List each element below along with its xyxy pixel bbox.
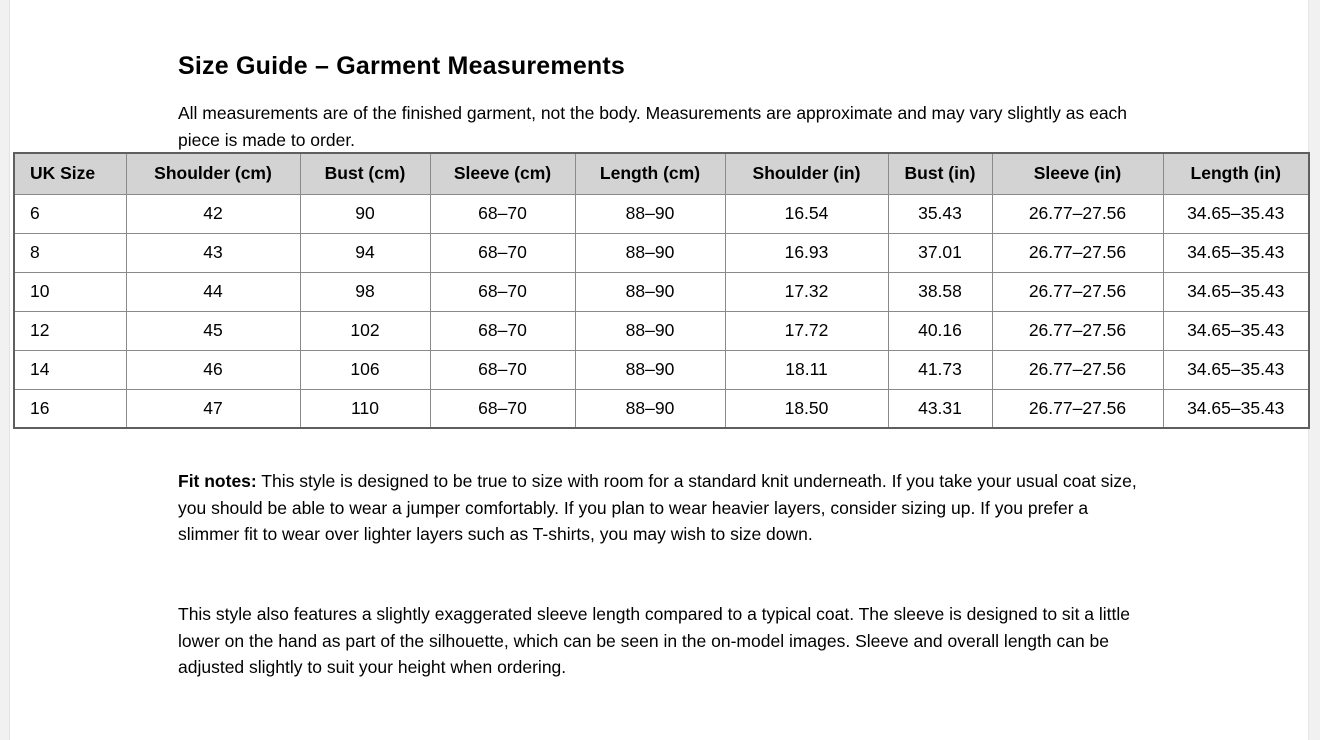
size-table-cell: 68–70: [430, 272, 575, 311]
size-table-cell: 102: [300, 311, 430, 350]
size-table-cell: 35.43: [888, 194, 992, 233]
size-table-cell: 26.77–27.56: [992, 350, 1163, 389]
size-table-cell: 34.65–35.43: [1163, 311, 1309, 350]
size-table-cell: 88–90: [575, 194, 725, 233]
size-table-cell: 34.65–35.43: [1163, 389, 1309, 428]
size-table-cell: 34.65–35.43: [1163, 233, 1309, 272]
size-table-cell: 88–90: [575, 389, 725, 428]
size-table-row: [14, 350, 1309, 389]
size-table-cell: 26.77–27.56: [992, 311, 1163, 350]
size-table-cell: 26.77–27.56: [992, 233, 1163, 272]
size-table-row: [14, 272, 1309, 311]
size-table-cell: 18.11: [725, 350, 888, 389]
fit-notes-label: Fit notes:: [178, 471, 257, 491]
size-table-header-row: [14, 153, 1309, 194]
size-table: [13, 152, 1310, 429]
size-table-header-cell: UK Size: [14, 153, 126, 194]
size-table-cell: 26.77–27.56: [992, 389, 1163, 428]
size-table-cell: 43: [126, 233, 300, 272]
size-table-cell: 14: [14, 350, 126, 389]
size-table-cell: 98: [300, 272, 430, 311]
size-table-header-cell: Bust (in): [888, 153, 992, 194]
size-table-cell: 16: [14, 389, 126, 428]
size-table-cell: 40.16: [888, 311, 992, 350]
size-table-cell: 68–70: [430, 194, 575, 233]
size-table-cell: 38.58: [888, 272, 992, 311]
size-table-cell: 88–90: [575, 272, 725, 311]
size-table-row: [14, 233, 1309, 272]
size-table-cell: 10: [14, 272, 126, 311]
size-table-cell: 34.65–35.43: [1163, 272, 1309, 311]
size-table-cell: 41.73: [888, 350, 992, 389]
size-table-cell: 8: [14, 233, 126, 272]
size-table-cell: 90: [300, 194, 430, 233]
size-table-cell: 106: [300, 350, 430, 389]
size-table-row: [14, 194, 1309, 233]
page-title: Size Guide – Garment Measurements: [178, 52, 626, 80]
size-table-cell: 68–70: [430, 389, 575, 428]
size-table-row: [14, 311, 1309, 350]
size-table-header-cell: Length (in): [1163, 153, 1309, 194]
size-table-cell: 17.72: [725, 311, 888, 350]
size-table-cell: 17.32: [725, 272, 888, 311]
fit-notes-text: This style is designed to be true to size with room for a standard knit underneath. If you take your usual coat size, you should be able to wear a jumper comfortably. If you plan to wear heavier layers, consider sizing up. If you prefer a slimmer fit to wear over lighter layers such as T-shirts, you may wish to size down.: [178, 471, 1137, 544]
size-table-cell: 43.31: [888, 389, 992, 428]
fit-notes: [178, 468, 1138, 548]
size-table-cell: 16.54: [725, 194, 888, 233]
size-table-cell: 94: [300, 233, 430, 272]
page-edge-left: [0, 0, 10, 740]
size-table-cell: 18.50: [725, 389, 888, 428]
size-table-cell: 26.77–27.56: [992, 194, 1163, 233]
size-table-cell: 34.65–35.43: [1163, 194, 1309, 233]
size-table-cell: 68–70: [430, 311, 575, 350]
size-table-cell: 47: [126, 389, 300, 428]
size-table-cell: 12: [14, 311, 126, 350]
size-table-cell: 68–70: [430, 233, 575, 272]
size-table-cell: 46: [126, 350, 300, 389]
size-table-cell: 45: [126, 311, 300, 350]
sleeve-note: This style also features a slightly exaggerated sleeve length compared to a typical coat. The sleeve is designed to sit a little lower on the hand as part of the silhouette, which can be seen in the on-model images. Sleeve and overall length can be adjusted slightly to suit your height when ordering.: [178, 604, 1131, 677]
size-table-body: [14, 194, 1309, 428]
size-table-cell: 88–90: [575, 233, 725, 272]
size-table-cell: 34.65–35.43: [1163, 350, 1309, 389]
size-table-header-cell: Shoulder (in): [725, 153, 888, 194]
size-table-header-cell: Shoulder (cm): [126, 153, 300, 194]
size-table-cell: 26.77–27.56: [992, 272, 1163, 311]
size-table-cell: 16.93: [725, 233, 888, 272]
size-table-cell: 88–90: [575, 311, 725, 350]
size-table-header-cell: Bust (cm): [300, 153, 430, 194]
size-table-cell: 42: [126, 194, 300, 233]
size-table-cell: 88–90: [575, 350, 725, 389]
size-table-header-cell: Sleeve (in): [992, 153, 1163, 194]
size-table-cell: 110: [300, 389, 430, 428]
size-table-cell: 44: [126, 272, 300, 311]
size-table-row: [14, 389, 1309, 428]
intro-text: All measurements are of the finished garment, not the body. Measurements are approximate and may vary slightly as each piece is made to order.: [178, 103, 1128, 150]
size-table-header-cell: Sleeve (cm): [430, 153, 575, 194]
size-table-header-cell: Length (cm): [575, 153, 725, 194]
size-table-cell: 6: [14, 194, 126, 233]
size-table-cell: 37.01: [888, 233, 992, 272]
size-table-head: [14, 153, 1309, 194]
size-table-cell: 68–70: [430, 350, 575, 389]
